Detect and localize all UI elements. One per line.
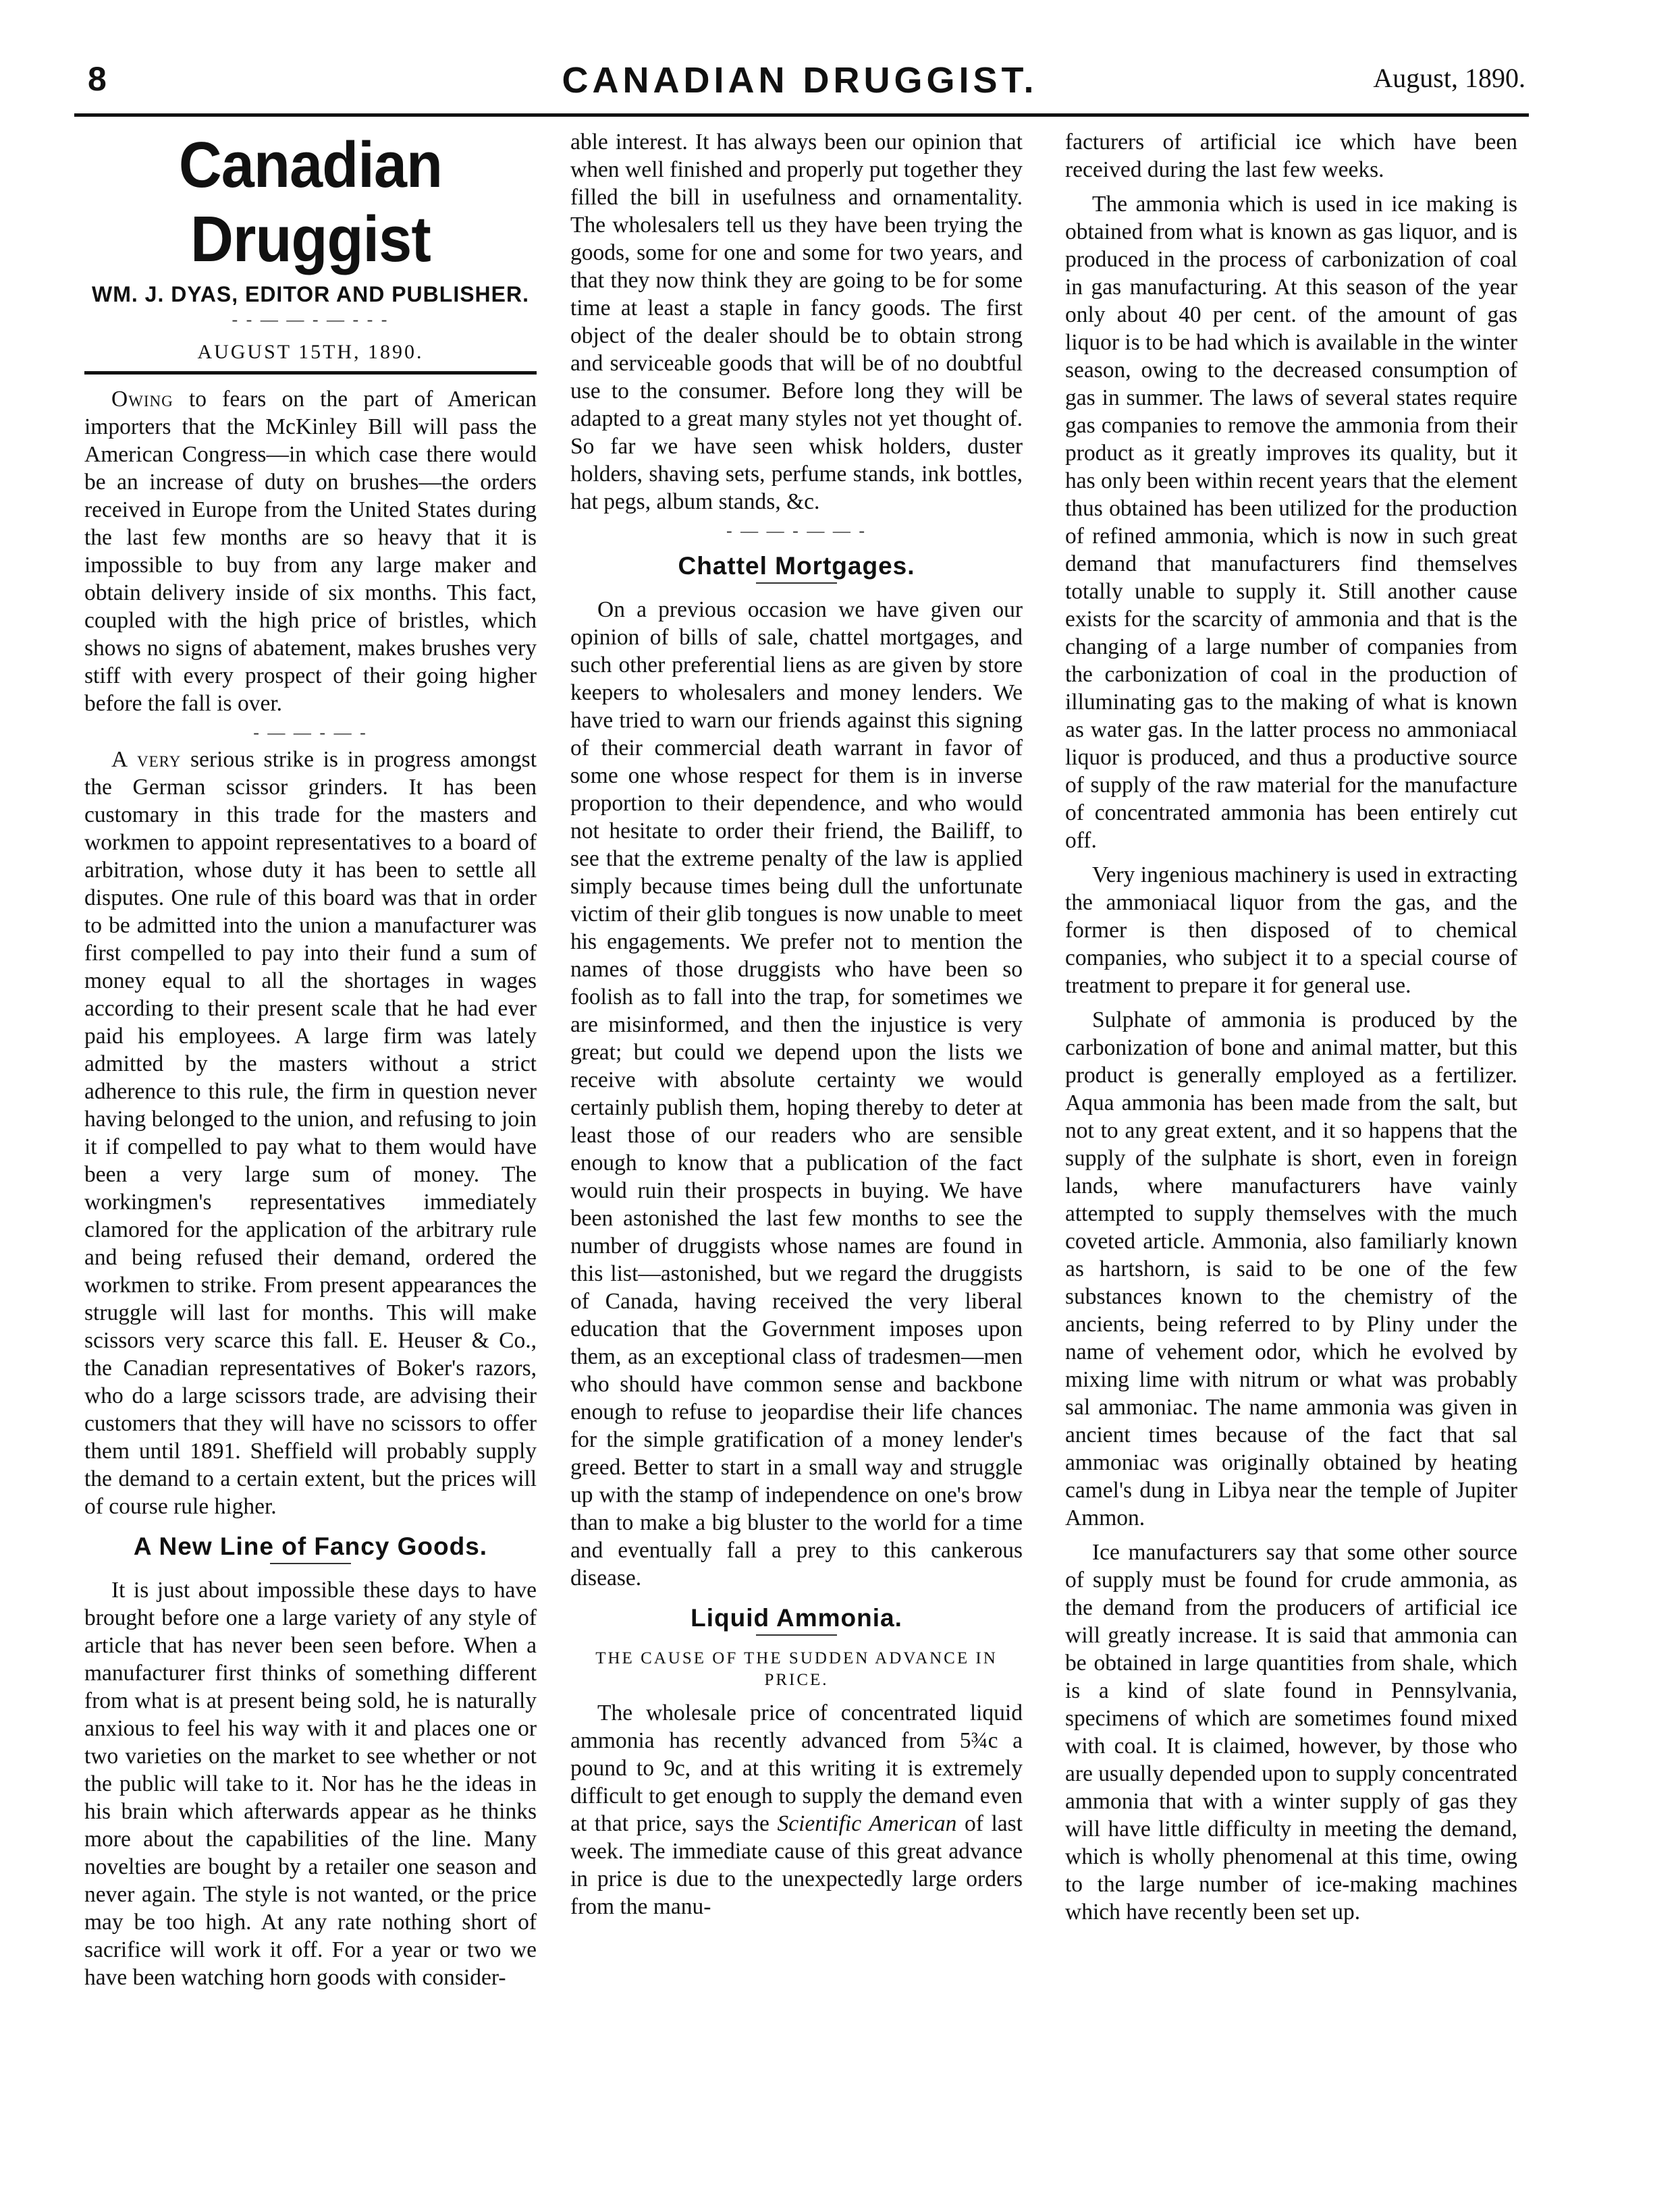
article-separator: - — — - — -: [253, 723, 368, 742]
masthead-date: AUGUST 15TH, 1890.: [197, 341, 424, 363]
article-fancy-goods-p2: able interest. It has always been our opinion that when well finished and properly put together they filled the bill in usefulness and ornamentality. The wholesalers tell us they have been trying the goods, some for one and some for two years, and that they now think they are going to be for some time at least a staple in fancy goods. The first object of the dealer should be to obtain strong and serviceable goods that will be of no doubtful use to the consumer. Before long they will be adapted to a great many styles not yet thought of. So far we have seen whisk holders, duster holders, shaving sets, perfume stands, ink bottles, hat pegs, album stands, &c.: [570, 130, 1023, 514]
running-header: [74, 59, 1525, 120]
heading-rule: [756, 582, 837, 584]
masthead-separator: - - — — - — - - -: [232, 310, 389, 329]
article-mckinley-brushes: [84, 385, 537, 717]
article-chattel-mortgages: On a previous occasion we have given our opinion of bills of sale, chattel mortgages, and such other preferential liens as are given by store keepers to wholesalers and money lenders. We have tried to warn our friends against this signing of their commercial death warrant in favor of some one whose respect for them is in inverse proportion to their dependence, and who would not hesitate to order their friend, the Bailiff, to see that the extreme penalty of the law is applied simply because times being dull the unfortunate victim of their glib tongues is now unable to meet his engagements. We prefer not to mention the names of those druggists who have been so foolish as to fall into the trap, for sometimes we are misinformed, and then the injustice is very great; but could we depend upon the lists we receive with absolute certainty we would certainly publish them, hoping thereby to deter at least those of our readers who are sensible enough to know that a publication of the fact would ruin their prospects in buying. We have been astonished the last few months to see the number of druggists whose names are found in this list—astonished, but we regard the druggists of Canada, having received the very liberal education that the Government imposes upon them, as an exceptional class of tradesmen—men who should have common sense and backbone enough to refuse to jeopardise their life chances for the simple gratification of a money lender's greed. Better to start in a small way and struggle up with the stamp of independence on one's brow than to make a big bluster to the world for a time and eventually fall a prey to this cankerous disease.: [570, 597, 1023, 1591]
article-liquid-ammonia-p1-cont: facturers of artificial ice which have been received during the last few weeks.: [1065, 130, 1517, 182]
publication-name: CANADIAN DRUGGIST.: [562, 60, 1038, 101]
issue-date: August, 1890.: [1373, 63, 1525, 93]
paragraph-text: The wholesale price of concentrated liquid ammonia has recently advanced from 5¾c a pound to 9c, and at this writing it is extremely difficult to get enough to supply the demand even at that price, says the: [570, 1701, 1023, 1836]
source-publication: Scientific American: [777, 1811, 957, 1836]
column-1: [84, 128, 537, 1998]
paragraph-text: serious strike is in progress amongst the German scissor grinders. It has been customary in this trade for the masters and workmen to appoint representatives to a board of arbitration, whose duty it has been to settle all disputes. One rule of this board was that in order to be admitted into the union a manufacturer was first compelled to pay into their fund a sum of money equal to all the shortages in wages according to their present scale that he had ever paid his employees. A large firm was lately admitted by the masters without a strict adherence to this rule, the firm in question never having belonged to the union, and refusing to join it if compelled to pay what to them would have been a very large sum of money. The workingmen's representatives immediately clamored for the application of the arbitrary rule and being refused their demand, ordered the workmen to strike. From present appearances the struggle will last for months. This will make scissors very scarce this fall. E. Heuser & Co., the Canadian representatives of Boker's razors, who do a large scissors trade, are advising their customers that they will have no scissors to offer them until 1891. Sheffield will probably supply the demand to a certain extent, but the prices will of course rule higher.: [84, 747, 537, 1519]
heading-rule: [756, 1634, 837, 1636]
heading-rule: [270, 1563, 351, 1564]
paragraph-text: of last week. The immediate cause of this great advance in price is due to the unexpectedly large orders from the manu-: [570, 1811, 1023, 1919]
article-liquid-ammonia-p2: The ammonia which is used in ice making is obtained from what is known as gas liquor, and is produced in the process of carbonization of coal in gas manufacturing. At this season of the year only about 40 per cent. of the amount of gas liquor is to be had which is available in the winter season, owing to the decreased consumption of gas in summer. The laws of several states require gas companies to remove the ammonia from their product as it greatly improves its quality, but it has only been within recent years that the element thus obtained has been utilized for the production of refined ammonia, which is now in such great demand that manufacturers find themselves totally unable to supply it. Still another cause exists for the scarcity of ammonia and that is the changing of a large number of companies from the carbonization of coal in the production of illuminating gas to the making of what is known as water gas. In the latter process no ammoniacal liquor is produced, and thus a productive source of supply of the raw material for the manufacture of concentrated ammonia has been entirely cut off.: [1065, 192, 1517, 853]
lead-word: A very: [111, 747, 182, 772]
heading-fancy-goods: A New Line of Fancy Goods.: [133, 1532, 488, 1560]
header-rule: [74, 113, 1529, 117]
masthead-title: Canadian Druggist: [178, 129, 443, 275]
article-separator: - — — - — — -: [726, 521, 867, 541]
heading-chattel-mortgages: Chattel Mortgages.: [678, 552, 915, 580]
article-liquid-ammonia-p3: Very ingenious machinery is used in extracting the ammoniacal liquor from the gas, and the former is then disposed of to chemical companies, who subject it to a special course of treatment to prepare it for general use.: [1065, 862, 1517, 998]
masthead-rule: [84, 371, 537, 375]
column-3: [1065, 128, 1517, 1933]
subheading-liquid-ammonia: THE CAUSE OF THE SUDDEN ADVANCE IN PRICE.: [595, 1649, 998, 1689]
paragraph-text: to fears on the part of American importers that the McKinley Bill will pass the American Congress—in which case there would be an increase of duty on brushes—the orders received in Europe from the United States during the last few months are so heavy that it is impossible to buy from any large maker and obtain delivery inside of six months. This fact, coupled with the high price of bristles, which shows no signs of abatement, makes brushes very stiff with every prospect of their going higher before the fall is over.: [84, 387, 537, 716]
heading-liquid-ammonia: Liquid Ammonia.: [691, 1604, 902, 1632]
masthead-editor: WM. J. DYAS, EDITOR AND PUBLISHER.: [92, 282, 529, 306]
column-2: [570, 128, 1023, 1927]
article-liquid-ammonia-p1: [570, 1699, 1023, 1920]
page-number: 8: [88, 60, 107, 98]
article-scissor-strike: [84, 746, 537, 1520]
article-liquid-ammonia-p5: Ice manufacturers say that some other source of supply must be found for crude ammonia, as the demand from the producers of artificial ice will greatly increase. It is said that ammonia can be obtained in large quantities from shale, which is a kind of slate found in Pennsylvania, specimens of which are sometimes found mixed with coal. It is claimed, however, by those who are usually depended upon to supply concentrated ammonia that with a winter supply of gas they will have little difficulty in meeting the demand, which is wholly phenomenal at this time, owing to the large number of ice-making machines which have recently been set up.: [1065, 1540, 1517, 1925]
lead-word: Owing: [111, 387, 173, 412]
article-liquid-ammonia-p4: Sulphate of ammonia is produced by the carbonization of bone and animal matter, but this product is generally employed as a fertilizer. Aqua ammonia has been made from the salt, but not to any great extent, and it so happens that the supply of the sulphate is short, even in foreign lands, where manufacturers have vainly attempted to supply themselves with the much coveted article. Ammonia, also familiarly known as hartshorn, is said to be one of the few substances known to the chemistry of the ancients, being referred to by Pliny under the name of vehement odor, which he evolved by mixing lime with nitrum or what was probably sal ammoniac. The name ammonia was given in ancient times because of the fact that sal ammoniac was originally obtained by heating camel's dung in Libya near the temple of Jupiter Ammon.: [1065, 1007, 1517, 1530]
article-fancy-goods-p1: It is just about impossible these days to have brought before one a large variety of any style of article that has never been seen before. When a manufacturer first thinks of something different from what is at present being sold, he is naturally anxious to feel his way with it and places one or two varieties on the market to see whether or not the public will take to it. Nor has he the ideas in his brain which afterwards appear as he thinks more about the capabilities of the line. Many novelties are bought by a retailer one season and never again. The style is not wanted, or the price may be too high. At any rate nothing short of sacrifice will work it off. For a year or two we have been watching horn goods with consider-: [84, 1578, 537, 1990]
